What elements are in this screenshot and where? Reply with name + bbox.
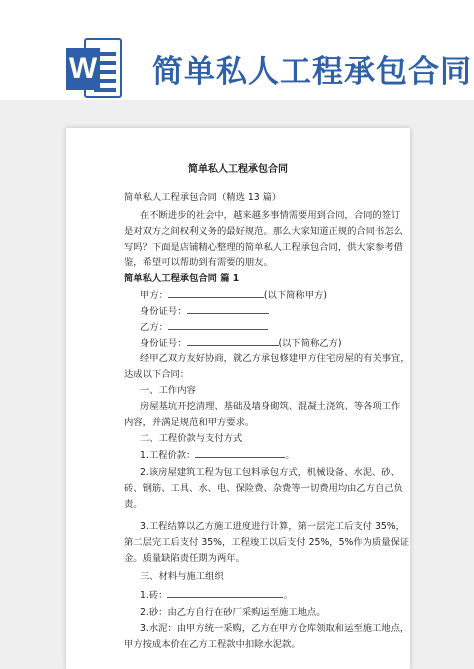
id-label: 身份证号： [140,306,187,317]
id-blank-2 [187,335,279,346]
intro-line: 是对双方之间权利义务的最好规范。那么大家知道正规的合同书怎么 [124,226,403,237]
banner-title: 简单私人工程承包合同 [152,54,472,90]
intro-line: 鉴，希望可以帮助到有需要的朋友。 [124,257,273,268]
item-text: 3.水泥：由甲方统一采购，乙方在甲方仓库领取和运至施工地点， [140,623,410,634]
section-title: 一、工作内容 [140,385,196,396]
intro-line: 在不断进步的社会中，越来越多事情需要用到合同，合同的签订 [140,210,401,221]
party-a-blank [168,287,264,298]
party-a-suffix: (以下简称甲方) [263,290,327,301]
document-page [66,128,410,669]
party-a-row [140,287,327,304]
party-b-blank [168,319,268,330]
item-text: 3.工程结算以乙方施工进度进行计算，第一层完工后支付 35%， [140,521,405,532]
section-text: 内容，并满足规范和甲方要求。 [124,417,255,428]
word-doc-icon [66,38,126,100]
document-subtitle: 简单私人工程承包合同（精选 13 篇） [124,192,282,203]
party-b-label: 乙方： [140,322,168,333]
intro-line: 写吗？下面是店铺精心整理的简单私人工程承包合同，供大家参考借 [124,242,403,253]
item-text: 2.砂：由乙方自行在砂厂采购运至施工地点。 [140,607,326,618]
item-text: 2.该房屋建筑工程为包工包料承包方式，机械设备、水泥、砂、 [140,467,400,478]
brick-label: 1.砖： [140,590,168,601]
id-blank-1 [187,303,269,314]
id-row-1 [140,303,269,320]
section-title: 三、材料与施工组织 [140,571,224,582]
document-title: 简单私人工程承包合同 [188,164,288,175]
item-text: 砖、钢筋、工具、水、电、保险费、杂费等一切费用均由乙方自己负 [124,483,403,494]
word-logo-letter: W [66,48,100,90]
party-b-row [140,319,268,336]
id-row-2 [140,335,342,352]
agreement-line: 经甲乙双方友好协商，就乙方承包修建甲方住宅房屋的有关事宜， [140,353,410,364]
section-heading: 简单私人工程承包合同 篇 1 [124,273,240,284]
party-b-suffix: (以下简称乙方) [278,338,342,349]
banner [0,0,474,100]
party-a-label: 甲方： [140,290,168,301]
brick-row [140,587,293,604]
item-text: 金。质量缺陷责任期为两年。 [124,553,245,564]
section-title: 二、工程价款与支付方式 [140,433,243,444]
price-label: 1.工程价款： [140,450,196,461]
agreement-line: 达成以下合同： [124,369,190,380]
item-text: 责。 [124,499,143,510]
price-row [140,447,295,464]
id-label: 身份证号： [140,338,187,349]
item-text: 甲方按成本价在乙方工程款中扣除水泥款。 [124,639,301,650]
price-blank [195,447,285,458]
price-suffix: 。 [285,450,295,461]
item-text: 第二层完工后支付 35%，工程竣工以后支付 25%，5%作为质量保证 [124,537,410,548]
brick-blank [167,587,283,598]
section-text: 房屋基坑开挖清理、基础及墙身砌筑、混凝土浇筑、等各项工作 [140,401,401,412]
brick-suffix: 。 [283,590,293,601]
